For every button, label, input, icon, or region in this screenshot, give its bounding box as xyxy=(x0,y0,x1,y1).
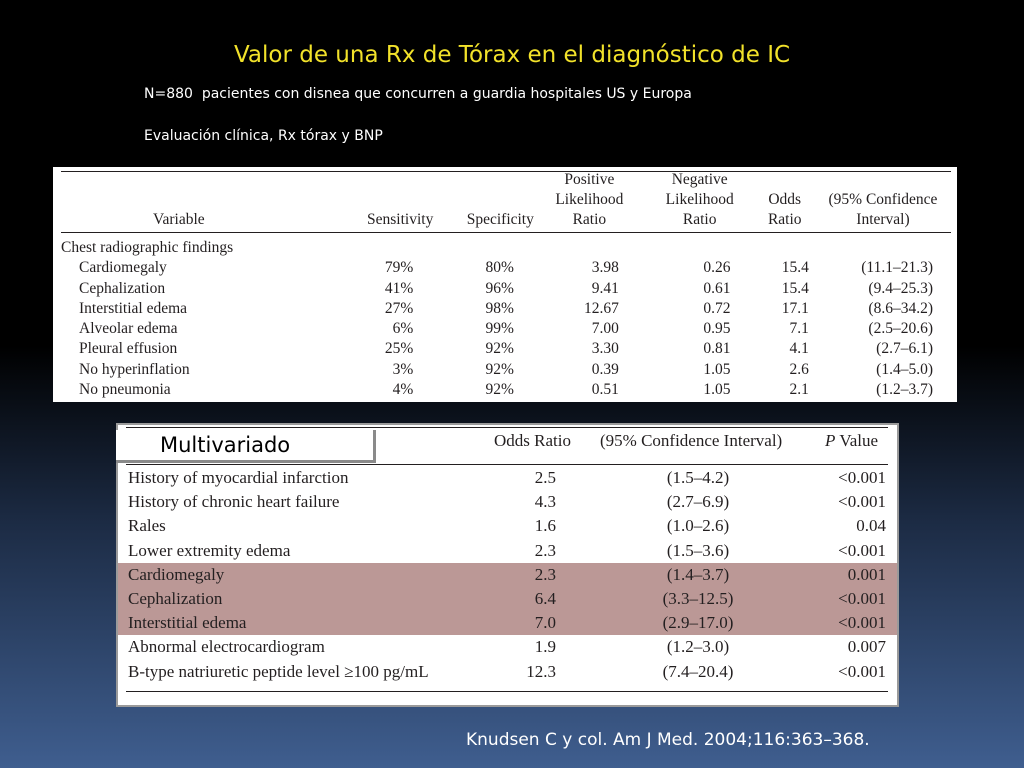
table-top-rule xyxy=(126,427,888,428)
header-ci: (95% Confidence Interval) xyxy=(815,167,951,233)
multivariate-table xyxy=(116,423,899,707)
row-odds-ratio: 4.3 xyxy=(534,492,556,512)
header-specificity: Specificity xyxy=(433,167,534,233)
group-label: Chest radiographic findings xyxy=(61,239,234,256)
row-positive-lr: 3.30 xyxy=(591,340,619,358)
row-odds-ratio: 1.9 xyxy=(534,637,556,657)
table-row xyxy=(118,539,897,563)
row-odds-ratio: 2.6 xyxy=(789,360,809,378)
row-positive-lr: 0.39 xyxy=(591,360,619,378)
row-ci: (2.7–6.9) xyxy=(666,492,730,512)
row-p-value: <0.001 xyxy=(838,661,886,681)
table-row xyxy=(61,339,951,359)
row-specificity: 80% xyxy=(485,259,514,277)
row-sensitivity: 25% xyxy=(384,340,414,358)
row-sensitivity: 6% xyxy=(392,320,414,338)
row-variable: Cardiomegaly xyxy=(128,564,225,584)
row-variable: Rales xyxy=(128,516,166,536)
row-variable: History of chronic heart failure xyxy=(128,492,340,512)
row-negative-lr: 0.72 xyxy=(703,299,731,317)
row-p-value: 0.007 xyxy=(847,637,886,657)
row-odds-ratio: 6.4 xyxy=(534,589,556,608)
table-row xyxy=(61,299,951,319)
row-variable: Abnormal electrocardiogram xyxy=(128,637,325,657)
row-variable: Interstitial edema xyxy=(128,613,247,633)
subtitle-patients: N=880 pacientes con disnea que concurren a guardia hospitales US y Europa xyxy=(144,86,692,102)
row-odds-ratio: 7.1 xyxy=(789,320,809,338)
row-negative-lr: 0.61 xyxy=(703,279,731,297)
row-odds-ratio: 15.4 xyxy=(781,259,809,277)
row-variable: Interstitial edema xyxy=(79,299,188,317)
row-variable: Alveolar edema xyxy=(79,320,178,338)
table-row xyxy=(61,319,951,339)
table-row-highlighted xyxy=(118,563,897,587)
row-specificity: 92% xyxy=(485,360,514,378)
header-rule xyxy=(126,464,888,465)
table-row-highlighted xyxy=(118,587,897,611)
row-ci: (1.5–4.2) xyxy=(666,468,730,487)
subtitle-evaluation: Evaluación clínica, Rx tórax y BNP xyxy=(144,128,383,144)
row-positive-lr: 0.51 xyxy=(591,381,619,399)
row-variable: Pleural effusion xyxy=(79,340,178,358)
row-ci: (2.7–6.1) xyxy=(876,340,933,358)
row-odds-ratio: 7.0 xyxy=(534,613,556,633)
row-specificity: 92% xyxy=(485,340,514,358)
row-ci: (1.4–3.7) xyxy=(666,564,730,584)
row-odds-ratio: 2.5 xyxy=(534,468,556,487)
row-sensitivity: 3% xyxy=(392,360,414,378)
header-odds-ratio: Odds Ratio xyxy=(755,167,815,233)
row-positive-lr: 9.41 xyxy=(591,279,619,297)
multivariado-label: Multivariado xyxy=(116,430,376,463)
row-positive-lr: 12.67 xyxy=(583,299,619,317)
row-variable: Lower extremity edema xyxy=(128,540,291,560)
row-p-value: <0.001 xyxy=(838,613,886,633)
table-row xyxy=(61,258,951,278)
row-variable: No hyperinflation xyxy=(79,360,190,378)
row-odds-ratio: 2.3 xyxy=(534,540,556,560)
row-negative-lr: 1.05 xyxy=(703,381,731,399)
row-ci: (2.5–20.6) xyxy=(868,320,933,338)
table-row xyxy=(118,514,897,538)
row-odds-ratio: 15.4 xyxy=(781,279,809,297)
row-negative-lr: 0.26 xyxy=(703,259,731,277)
row-specificity: 99% xyxy=(485,320,514,338)
row-variable: Cephalization xyxy=(79,279,166,297)
row-ci: (7.4–20.4) xyxy=(662,661,734,681)
table-row xyxy=(118,466,897,490)
row-positive-lr: 3.98 xyxy=(591,259,619,277)
row-negative-lr: 0.81 xyxy=(703,340,731,358)
table-row xyxy=(118,635,897,659)
row-sensitivity: 4% xyxy=(392,381,414,399)
header-negative-lr: Negative Likelihood Ratio xyxy=(645,167,755,233)
row-ci: (1.2–3.7) xyxy=(876,381,933,399)
row-p-value: 0.04 xyxy=(856,516,886,536)
row-specificity: 96% xyxy=(485,279,514,297)
header-sensitivity: Sensitivity xyxy=(324,167,434,233)
row-sensitivity: 27% xyxy=(384,299,414,317)
row-ci: (1.2–3.0) xyxy=(666,637,730,657)
row-ci: (11.1–21.3) xyxy=(861,259,933,277)
table-row xyxy=(118,660,897,684)
row-odds-ratio: 17.1 xyxy=(781,299,809,317)
row-ci: (1.5–3.6) xyxy=(666,540,730,560)
row-negative-lr: 1.05 xyxy=(703,360,731,378)
slide-title: Valor de una Rx de Tórax en el diagnóstico de IC xyxy=(233,42,791,68)
row-sensitivity: 41% xyxy=(384,279,414,297)
row-p-value: <0.001 xyxy=(838,492,886,512)
row-p-value: 0.001 xyxy=(847,564,886,584)
row-variable: No pneumonia xyxy=(79,381,171,399)
row-p-value: <0.001 xyxy=(838,589,886,608)
row-p-value: <0.001 xyxy=(838,468,886,487)
header-ci: (95% Confidence Interval) xyxy=(600,431,783,450)
table-row xyxy=(118,490,897,514)
row-ci: (3.3–12.5) xyxy=(662,589,734,608)
row-variable: B-type natriuretic peptide level ≥100 pg/mL xyxy=(128,661,429,681)
row-variable: Cephalization xyxy=(128,589,223,608)
row-sensitivity: 79% xyxy=(384,259,414,277)
row-odds-ratio: 2.3 xyxy=(534,564,556,584)
row-ci: (8.6–34.2) xyxy=(868,299,933,317)
row-negative-lr: 0.95 xyxy=(703,320,731,338)
table-bottom-rule xyxy=(126,691,888,692)
row-ci: (9.4–25.3) xyxy=(868,279,933,297)
chest-radiograph-table xyxy=(53,167,957,402)
row-variable: History of myocardial infarction xyxy=(128,468,349,487)
table-row-highlighted xyxy=(118,611,897,635)
row-odds-ratio: 4.1 xyxy=(789,340,809,358)
row-p-value: <0.001 xyxy=(838,540,886,560)
header-odds-ratio: Odds Ratio xyxy=(494,431,571,450)
row-odds-ratio: 1.6 xyxy=(534,516,556,536)
row-odds-ratio: 12.3 xyxy=(526,661,556,681)
header-positive-lr: Positive Likelihood Ratio xyxy=(534,167,645,233)
citation: Knudsen C y col. Am J Med. 2004;116:363–368. xyxy=(466,730,870,750)
row-specificity: 92% xyxy=(485,381,514,399)
header-variable: Variable xyxy=(61,167,324,233)
row-ci: (2.9–17.0) xyxy=(662,613,734,633)
header-p-value: P Value xyxy=(825,431,879,450)
row-specificity: 98% xyxy=(485,299,514,317)
row-odds-ratio: 2.1 xyxy=(789,381,809,399)
table-row xyxy=(61,380,951,400)
row-ci: (1.4–5.0) xyxy=(876,360,933,378)
table-row xyxy=(61,360,951,380)
table-row xyxy=(61,279,951,299)
row-variable: Cardiomegaly xyxy=(79,259,167,277)
row-positive-lr: 7.00 xyxy=(591,320,619,338)
row-ci: (1.0–2.6) xyxy=(666,516,730,536)
